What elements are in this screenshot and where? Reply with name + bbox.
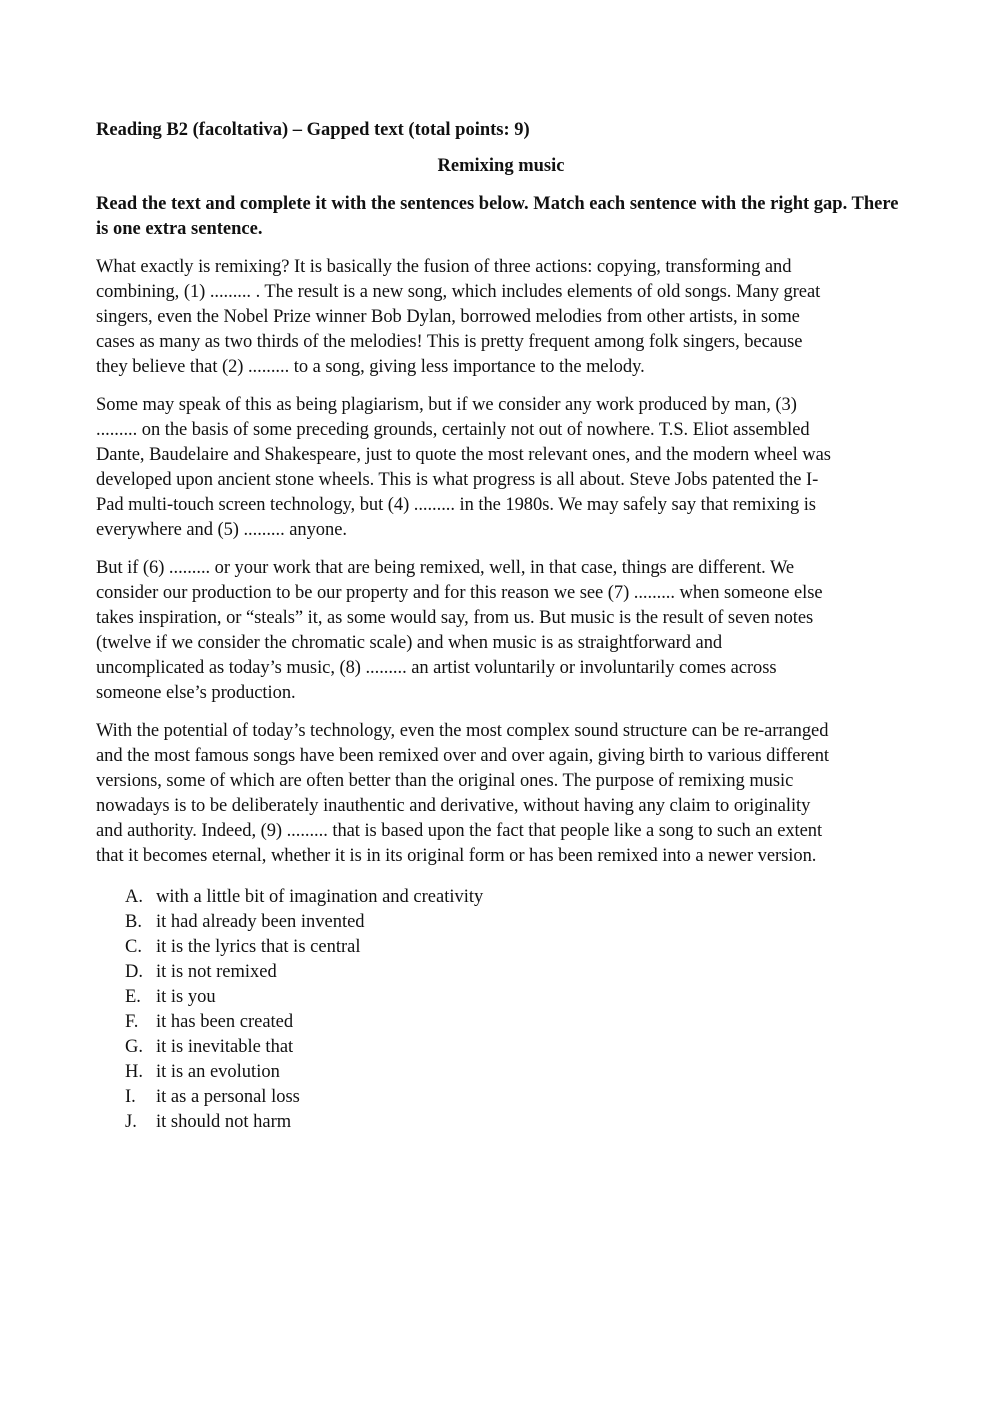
text-line: uncomplicated as today’s music, (8) ......... an artist voluntarily or involuntarily comes across [96, 658, 777, 678]
text-line: With the potential of today’s technology, even the most complex sound structure can be re-arranged [96, 721, 829, 741]
option-letter: H. [125, 1062, 143, 1082]
option-item [125, 935, 906, 960]
reading-text [96, 255, 906, 869]
exercise-heading: Reading B2 (facoltativa) – Gapped text (total points: 9) [96, 120, 530, 140]
text-title: Remixing music [437, 156, 565, 176]
option-text: it is an evolution [156, 1062, 280, 1082]
option-letter: D. [125, 962, 143, 982]
text-line: Dante, Baudelaire and Shakespeare, just to quote the most relevant ones, and the modern wheel was [96, 445, 831, 465]
text-line: Some may speak of this as being plagiarism, but if we consider any work produced by man, (3) [96, 395, 797, 415]
option-text: it as a personal loss [156, 1087, 300, 1107]
text-line: cases as many as two thirds of the melodies! This is pretty frequent among folk singers, because [96, 332, 803, 352]
text-line: that it becomes eternal, whether it is in its original form or has been remixed into a newer version. [96, 846, 817, 866]
option-text: it had already been invented [156, 912, 365, 932]
option-letter: F. [125, 1012, 139, 1032]
option-item [125, 1010, 906, 1035]
option-item [125, 1035, 906, 1060]
paragraph-3 [96, 556, 906, 706]
sentence-options-list [96, 885, 906, 1135]
option-text: it should not harm [156, 1112, 292, 1132]
option-letter: G. [125, 1037, 143, 1057]
text-line: Pad multi-touch screen technology, but (4) ......... in the 1980s. We may safely say that remixing is [96, 495, 816, 515]
option-letter: B. [125, 912, 142, 932]
option-text: it is not remixed [156, 962, 277, 982]
text-line: singers, even the Nobel Prize winner Bob Dylan, borrowed melodies from other artists, in some [96, 307, 800, 327]
option-letter: C. [125, 937, 142, 957]
option-letter: J. [125, 1112, 137, 1132]
option-item [125, 1085, 906, 1110]
text-line: takes inspiration, or “steals” it, as some would say, from us. But music is the result of seven notes [96, 608, 814, 628]
option-item [125, 885, 906, 910]
option-item [125, 960, 906, 985]
option-text: it is you [156, 987, 216, 1007]
text-line: But if (6) ......... or your work that are being remixed, well, in that case, things are different. We [96, 558, 795, 578]
option-item [125, 1060, 906, 1085]
option-text: it is inevitable that [156, 1037, 294, 1057]
text-line: everywhere and (5) ......... anyone. [96, 520, 347, 540]
text-line: developed upon ancient stone wheels. This is what progress is all about. Steve Jobs patented the I- [96, 470, 819, 490]
text-line: (twelve if we consider the chromatic scale) and when music is as straightforward and [96, 633, 723, 653]
option-letter: I. [125, 1087, 136, 1107]
text-line: What exactly is remixing? It is basically the fusion of three actions: copying, transforming and [96, 257, 792, 277]
text-line: they believe that (2) ......... to a song, giving less importance to the melody. [96, 357, 645, 377]
option-letter: E. [125, 987, 141, 1007]
text-line: versions, some of which are often better than the original ones. The purpose of remixing music [96, 771, 794, 791]
text-line: ......... on the basis of some preceding grounds, certainly not out of nowhere. T.S. Eliot assembled [96, 420, 810, 440]
option-text: with a little bit of imagination and creativity [156, 887, 484, 907]
text-line: someone else’s production. [96, 683, 296, 703]
option-letter: A. [125, 887, 143, 907]
paragraph-1 [96, 255, 906, 380]
text-line: and the most famous songs have been remixed over and over again, giving birth to various different [96, 746, 830, 766]
text-line: nowadays is to be deliberately inauthentic and derivative, without having any claim to originality [96, 796, 811, 816]
option-text: it is the lyrics that is central [156, 937, 361, 957]
option-item [125, 1110, 906, 1135]
option-item [125, 910, 906, 935]
instructions: Read the text and complete it with the sentences below. Match each sentence with the right gap. There is one extra sentence. [96, 194, 899, 239]
paragraph-4 [96, 719, 906, 869]
option-item [125, 985, 906, 1010]
option-text: it has been created [156, 1012, 294, 1032]
document-page [96, 118, 906, 1135]
text-line: consider our production to be our property and for this reason we see (7) ......... when someone else [96, 583, 823, 603]
paragraph-2 [96, 393, 906, 543]
text-line: combining, (1) ......... . The result is a new song, which includes elements of old songs. Many great [96, 282, 821, 302]
text-line: and authority. Indeed, (9) ......... that is based upon the fact that people like a song to such an extent [96, 821, 823, 841]
